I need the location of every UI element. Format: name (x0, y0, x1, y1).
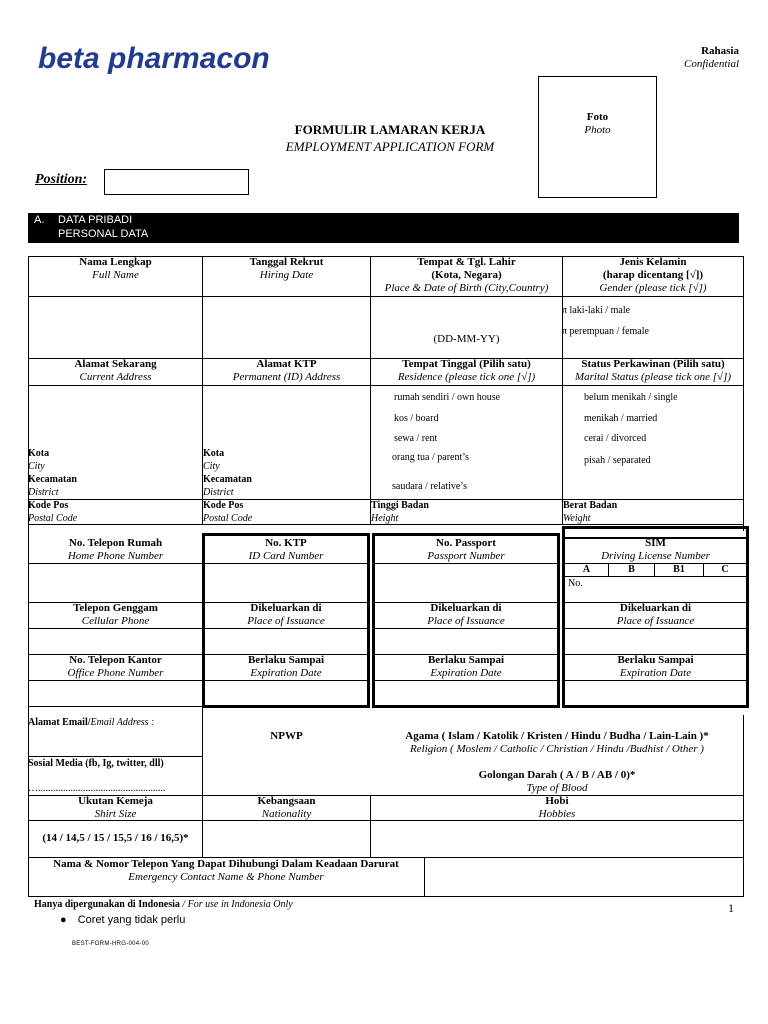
current-address-label-en: Current Address (79, 371, 152, 383)
residence-option-relatives[interactable]: saudara / relative’s (392, 481, 467, 492)
home-phone-label-en: Home Phone Number (67, 550, 164, 562)
hiring-date-field[interactable] (203, 297, 370, 358)
npwp-field[interactable] (203, 745, 370, 794)
section-a-letter: A. (34, 214, 45, 226)
passport-issued-label-en: Place of Issuance (427, 615, 505, 627)
passport-issued-field[interactable] (375, 629, 557, 654)
photo-box[interactable] (538, 76, 657, 198)
permanent-address-label: Alamat KTP (256, 358, 317, 370)
gender-option-female[interactable]: π perempuan / female (562, 326, 649, 337)
shirt-size-label-en: Shirt Size (94, 808, 137, 820)
sim-class-a[interactable]: A (582, 564, 591, 575)
office-phone-label-en: Office Phone Number (67, 667, 164, 679)
current-address-label: Alamat Sekarang (74, 358, 157, 370)
sim-issued-label: Dikeluarkan di (619, 602, 692, 614)
height-label-en: Height (371, 513, 399, 524)
shirt-size-options[interactable]: (14 / 14,5 / 15 / 15,5 / 16 / 16,5)* (42, 832, 189, 844)
hobby-label: Hobi (545, 795, 569, 807)
gender-label-en: Gender (please tick [√]) (599, 282, 707, 294)
residence-option-rent[interactable]: sewa / rent (394, 433, 438, 444)
weight-label: Berat Badan (563, 500, 618, 511)
sim-expires-field[interactable] (565, 681, 746, 705)
sim-class-b[interactable]: B (628, 564, 635, 575)
ktp-district-label-en: District (203, 487, 234, 498)
religion-label: Agama ( Islam / Katolik / Kristen / Hindu / Budha / Lain-Lain )* (405, 730, 709, 742)
district-label-en: District (28, 487, 59, 498)
religion-label-en: Religion ( Moslem / Catholic / Christian / Hindu /Budhist / Other ) (410, 743, 704, 755)
form-code: BEST-FORM-HRG-004-00 (72, 941, 150, 947)
bullet-icon: ● (60, 914, 67, 926)
ktp-number-field[interactable] (205, 564, 367, 602)
blood-type-label: Golongan Darah ( A / B / AB / 0)* (478, 769, 636, 781)
passport-label-en: Passport Number (427, 550, 505, 562)
sim-issued-label-en: Place of Issuance (616, 615, 695, 627)
passport-expires-label: Berlaku Sampai (427, 654, 505, 666)
postal-label: Kode Pos (28, 500, 69, 511)
ktp-postal-label: Kode Pos (203, 500, 244, 511)
emergency-field[interactable] (425, 858, 743, 896)
ktp-issued-label-en: Place of Issuance (247, 615, 325, 627)
sim-expires-label: Berlaku Sampai (617, 654, 694, 666)
marital-label-en: Marital Status (please tick one [√]) (574, 371, 732, 383)
section-a-title: DATA PRIBADI (58, 214, 133, 226)
brand-logo: beta pharmacon (38, 42, 270, 75)
cell-phone-field[interactable] (29, 629, 202, 654)
city-label: Kota (28, 448, 50, 459)
sim-expires-label-en: Expiration Date (619, 667, 692, 679)
residence-option-parents[interactable]: orang tua / parent’s (392, 452, 469, 463)
social-media-label: Sosial Media (fb, Ig, twitter, dll) (28, 758, 164, 769)
form-title: FORMULIR LAMARAN KERJA (294, 122, 486, 137)
sim-no-label: No. (568, 578, 583, 589)
photo-label: Foto (586, 111, 609, 123)
city-label-en: City (28, 461, 45, 472)
photo-label-en: Photo (584, 124, 611, 136)
birth-label: Tempat & Tgl. Lahir (417, 256, 516, 268)
full-name-field[interactable] (29, 297, 202, 358)
section-a-title-en: PERSONAL DATA (58, 228, 149, 240)
height-label: Tinggi Badan (371, 500, 429, 511)
hobby-label-en: Hobbies (538, 808, 576, 820)
page-number: 1 (728, 901, 734, 915)
cell-phone-label-en: Cellular Phone (81, 615, 150, 627)
hobby-field[interactable] (371, 821, 743, 857)
permanent-address-label-en: Permanent (ID) Address (232, 371, 341, 383)
passport-expires-field[interactable] (375, 681, 557, 705)
hiring-date-label: Tanggal Rekrut (249, 256, 324, 268)
footer-note: Hanya dipergunakan di Indonesia (34, 899, 180, 910)
ktp-label: No. KTP (265, 537, 307, 549)
residence-label: Tempat Tinggal (Pilih satu) (402, 358, 531, 370)
npwp-label: NPWP (270, 730, 303, 742)
office-phone-field[interactable] (29, 681, 202, 706)
sim-label-en: Driving License Number (601, 550, 710, 562)
social-media-field[interactable]: …................................................... (28, 783, 166, 794)
email-label-en: Email Address : (90, 717, 155, 728)
residence-option-own-house[interactable]: rumah sendiri / own house (394, 392, 501, 403)
passport-number-field[interactable] (375, 564, 557, 602)
email-field[interactable] (29, 730, 202, 756)
sim-class-c[interactable]: C (721, 564, 729, 575)
ktp-issued-field[interactable] (205, 629, 367, 654)
full-name-label-en: Full Name (92, 269, 139, 281)
sim-label: SIM (645, 537, 666, 549)
ktp-district-label: Kecamatan (203, 474, 252, 485)
home-phone-field[interactable] (29, 564, 202, 602)
ktp-expires-field[interactable] (205, 681, 367, 705)
ktp-issued-label: Dikeluarkan di (250, 602, 322, 614)
home-phone-label: No. Telepon Rumah (68, 537, 163, 549)
ktp-label-en: ID Card Number (248, 550, 324, 562)
confidential-label-en: Confidential (684, 58, 739, 70)
marital-option-single[interactable]: belum menikah / single (584, 392, 678, 403)
district-label: Kecamatan (28, 474, 77, 485)
birth-label-en: Place & Date of Birth (City,Country) (384, 282, 549, 294)
blood-type-label-en: Type of Blood (526, 782, 588, 794)
nationality-field[interactable] (203, 821, 370, 857)
cell-phone-label: Telepon Genggam (73, 602, 158, 614)
ktp-city-label: Kota (203, 448, 225, 459)
sim-issued-field[interactable] (565, 629, 746, 654)
gender-option-male[interactable]: π laki-laki / male (562, 305, 631, 316)
passport-issued-label: Dikeluarkan di (430, 602, 502, 614)
confidential-label: Rahasia (701, 45, 739, 57)
section-a-header (28, 213, 739, 243)
marital-option-married[interactable]: menikah / married (584, 413, 658, 424)
marital-option-separated[interactable]: pisah / separated (584, 455, 651, 466)
emergency-label: Nama & Nomor Telepon Yang Dapat Dihubungi Dalam Keadaan Darurat (53, 858, 399, 870)
sim-class-b1[interactable]: B1 (673, 564, 685, 575)
residence-label-en: Residence (please tick one [√]) (397, 371, 536, 383)
birth-label-2: (Kota, Negara) (431, 269, 502, 281)
hiring-date-label-en: Hiring Date (259, 269, 314, 281)
full-name-label: Nama Lengkap (79, 256, 152, 268)
footer-bullet-text: Coret yang tidak perlu (77, 914, 186, 926)
position-input[interactable] (104, 169, 249, 195)
nationality-label-en: Nationality (261, 808, 312, 820)
marital-option-divorced[interactable]: cerai / divorced (584, 433, 647, 444)
gender-label-2: (harap dicentang [√]) (602, 269, 704, 281)
gender-label: Jenis Kelamin (619, 256, 687, 268)
birth-field[interactable] (371, 297, 562, 358)
email-label: Alamat Email/ (28, 717, 91, 728)
ktp-postal-label-en: Postal Code (203, 513, 253, 524)
passport-expires-label-en: Expiration Date (430, 667, 502, 679)
form-title-en: EMPLOYMENT APPLICATION FORM (285, 139, 495, 154)
emergency-label-en: Emergency Contact Name & Phone Number (128, 871, 324, 883)
date-format-hint: (DD-MM-YY) (433, 333, 500, 345)
passport-label: No. Passport (436, 537, 496, 549)
marital-label: Status Perkawinan (Pilih satu) (581, 358, 725, 370)
footer-note-en: / For use in Indonesia Only (179, 899, 293, 910)
ktp-expires-label-en: Expiration Date (250, 667, 322, 679)
ktp-expires-label: Berlaku Sampai (247, 654, 325, 666)
office-phone-label: No. Telepon Kantor (69, 654, 162, 666)
weight-label-en: Weight (563, 513, 591, 524)
postal-label-en: Postal Code (28, 513, 78, 524)
ktp-city-label-en: City (203, 461, 220, 472)
shirt-size-label: Ukutan Kemeja (78, 795, 153, 807)
residence-option-board[interactable]: kos / board (394, 413, 439, 424)
nationality-label: Kebangsaan (257, 795, 316, 807)
position-label: Position: (35, 172, 88, 187)
